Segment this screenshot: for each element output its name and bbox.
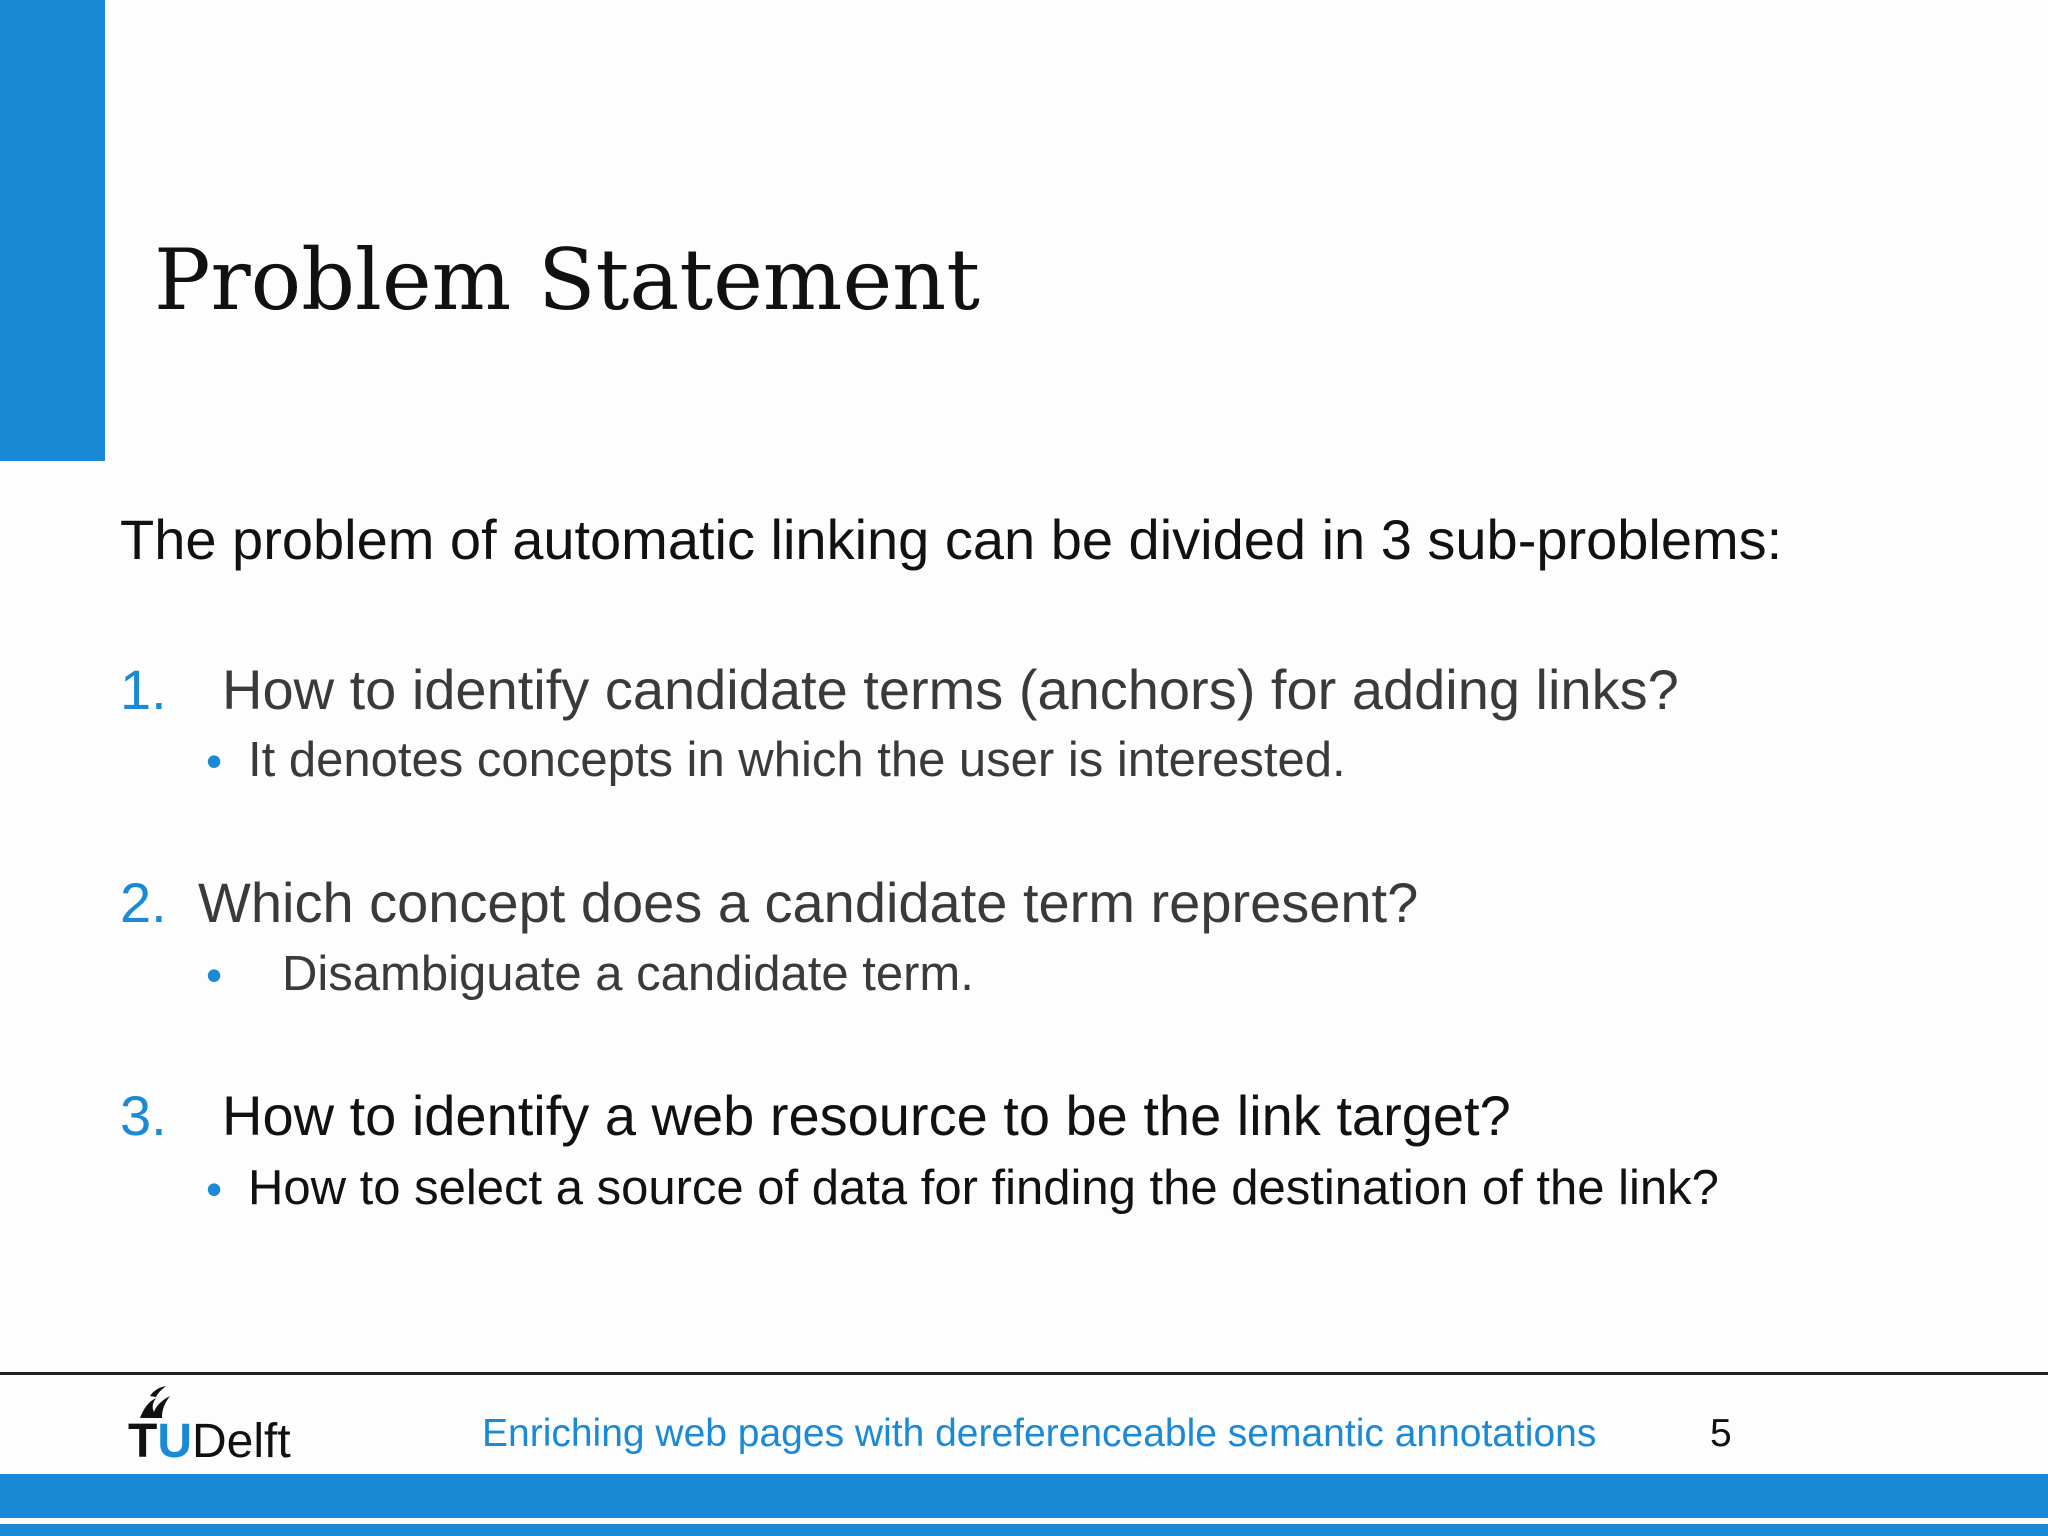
footer-divider [0, 1372, 2048, 1375]
sub-text-1: It denotes concepts in which the user is interested. [248, 733, 1346, 787]
item-number-1: 1. [120, 658, 167, 721]
item-text-1: How to identify candidate terms (anchors) for adding links? [222, 658, 1679, 721]
footer-band-thin [0, 1524, 2048, 1536]
logo-wordmark [128, 1415, 291, 1468]
sub-text-3: How to select a source of data for finding the destination of the link? [248, 1161, 1719, 1215]
item-number-2: 2. [120, 871, 167, 934]
logo-t: T [128, 1415, 158, 1468]
page-number: 5 [1710, 1412, 1732, 1455]
slide-title: Problem Statement [154, 231, 981, 329]
logo-delft: Delft [192, 1415, 291, 1468]
bullet-1: • [206, 735, 223, 787]
tudelft-logo [124, 1384, 334, 1470]
item-text-2: Which concept does a candidate term represent? [198, 871, 1419, 934]
item-text-3: How to identify a web resource to be the link target? [222, 1084, 1511, 1147]
bullet-3: • [206, 1163, 223, 1215]
intro-text: The problem of automatic linking can be divided in 3 sub-problems: [120, 508, 1783, 571]
logo-u: U [157, 1415, 192, 1468]
bullet-2: • [206, 949, 223, 1001]
presentation-title: Enriching web pages with dereferenceable semantic annotations [482, 1412, 1597, 1455]
sub-text-2: Disambiguate a candidate term. [282, 947, 974, 1001]
item-number-3: 3. [120, 1084, 167, 1147]
footer-band [0, 1474, 2048, 1518]
